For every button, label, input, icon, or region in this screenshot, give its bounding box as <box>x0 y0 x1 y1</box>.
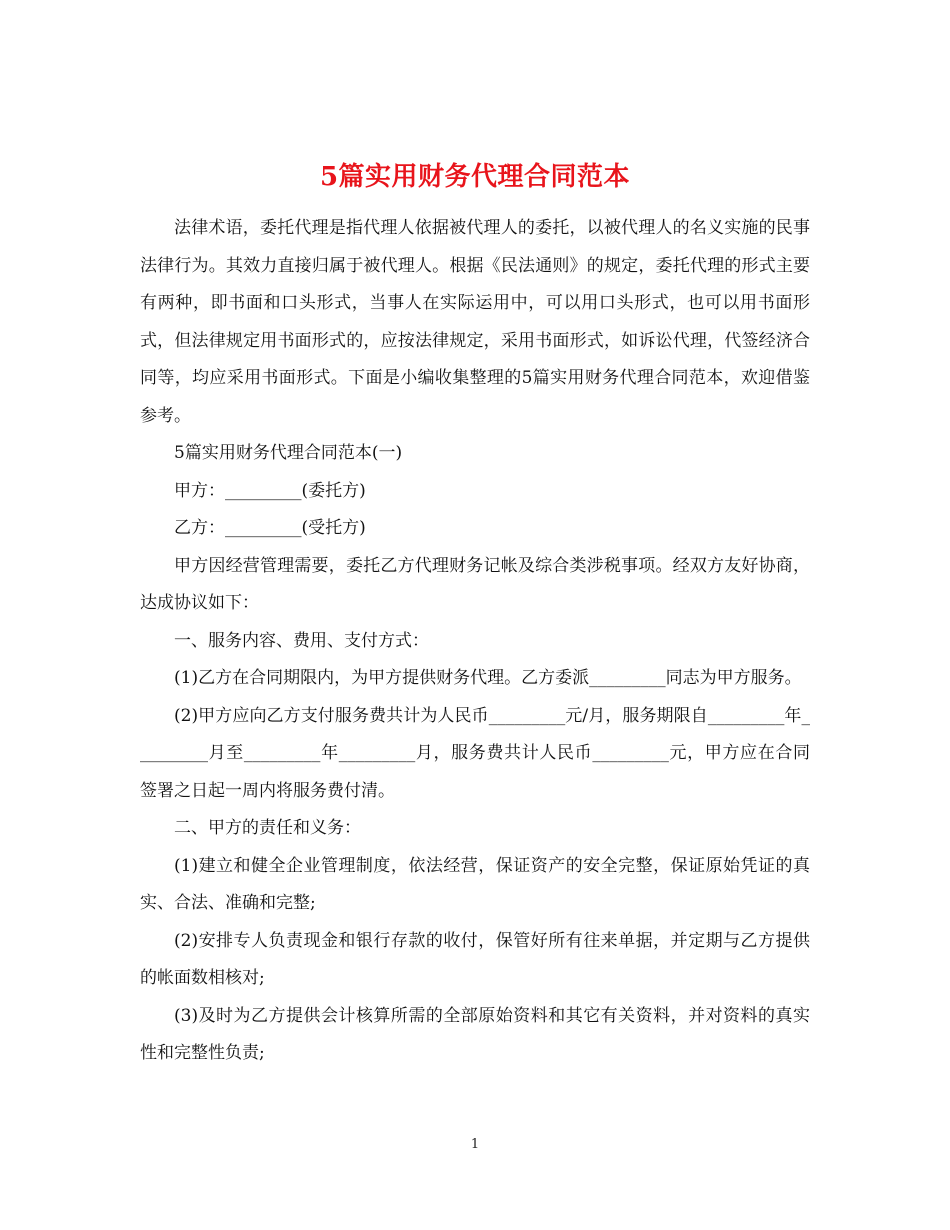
paragraph-party-a: 甲方：_________(委托方) <box>174 480 366 501</box>
paragraph-clause-1-2: (2)甲方应向乙方支付服务费共计为人民币_________元/月，服务期限自_________年_________月至_________年_________月，服务费共计人民币_________元，甲方应在合同签署之日起一周内将服务费付清。 <box>140 705 810 801</box>
paragraph-clause-2-3: (3)及时为乙方提供会计核算所需的全部原始资料和其它有关资料，并对资料的真实性和完整性负责; <box>140 1005 810 1063</box>
paragraph-party-b: 乙方：_________(受托方) <box>174 518 366 538</box>
page-title: 5篇实用财务代理合同范本 <box>319 162 631 193</box>
paragraph-clause-2-1: (1)建立和健全企业管理制度，依法经营，保证资产的安全完整，保证原始凭证的真实、合法、准确和完整; <box>140 855 810 913</box>
paragraph-clause-2-2: (2)安排专人负责现金和银行存款的收付，保管好所有往来单据，并定期与乙方提供的帐面数相核对; <box>140 930 810 988</box>
paragraph-section-heading: 5篇实用财务代理合同范本(一) <box>174 443 403 463</box>
paragraph-preamble: 甲方因经营管理需要，委托乙方代理财务记帐及综合类涉税事项。经双方友好协商，达成协议如下： <box>140 555 810 613</box>
document-body <box>140 210 810 1073</box>
paragraph-clause-2-heading: 二、甲方的责任和义务： <box>174 818 361 838</box>
page-number: 1 <box>470 1137 480 1152</box>
paragraph-clause-1-heading: 一、服务内容、费用、支付方式： <box>174 630 429 651</box>
paragraph-intro: 法律术语，委托代理是指代理人依据被代理人的委托，以被代理人的名义实施的民事法律行为。其效力直接归属于被代理人。根据《民法通则》的规定，委托代理的形式主要有两种，即书面和口头形式，当事人在实际运用中，可以用口头形式，也可以用书面形式，但法律规定用书面形式的，应按法律规定，采用书面形式，如诉讼代理，代签经济合同等，均应采用书面形式。下面是小编收集整理的5篇实用财务代理合同范本，欢迎借鉴参考。 <box>140 218 810 426</box>
paragraph-clause-1-1: (1)乙方在合同期限内，为甲方提供财务代理。乙方委派_________同志为甲方服务。 <box>174 668 802 688</box>
